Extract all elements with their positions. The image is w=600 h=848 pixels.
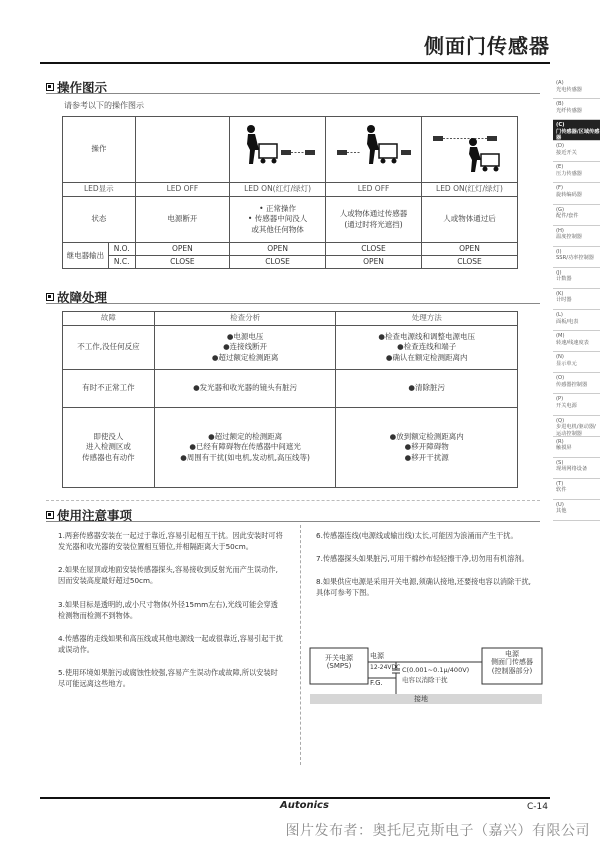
category-sidebar xyxy=(553,78,600,521)
trouble-header: 故障 xyxy=(63,312,155,326)
state-cell: 人或物体通过后 xyxy=(422,197,518,243)
nc-label: N.C. xyxy=(108,256,135,269)
sidebar-item-o[interactable] xyxy=(553,373,600,394)
trouble-fix: ●放到额定检测距离内 ●移开障碍物 ●移开干扰源 xyxy=(336,408,518,488)
caution-item: 8.如果供应电源是采用开关电源,须确认接地,还要接电容以消除干扰,具体可参考下图。 xyxy=(316,577,531,598)
caution-item: 5.使用环境如果脏污或腐蚀性较强,容易产生误动作或故障,所以安装时尽可能远离这些地方。 xyxy=(58,668,278,689)
sidebar-item-t[interactable] xyxy=(553,479,600,500)
nc-cell: CLOSE xyxy=(422,256,518,269)
trouble-header: 处理方法 xyxy=(336,312,518,326)
section-rule xyxy=(46,521,540,522)
nc-cell: CLOSE xyxy=(230,256,326,269)
trouble-fault: 不工作,没任何反应 xyxy=(63,326,155,370)
person-cart-beam-icon xyxy=(331,120,417,176)
led-cell: LED OFF xyxy=(135,183,229,197)
section-caution-title: 使用注意事项 xyxy=(57,508,133,523)
row-operation-label: 操作 xyxy=(63,117,136,183)
section-trouble-title: 故障处理 xyxy=(57,290,108,305)
sidebar-code: (A) xyxy=(556,80,564,86)
sidebar-item-f[interactable] xyxy=(553,183,600,204)
sidebar-code: (G) xyxy=(556,206,565,213)
person-cart-icon xyxy=(235,120,321,176)
caution-item: 3.如果目标是透明的,或小尺寸物体(外径15mm左右),光线可能会穿透检测物而检测不到物体。 xyxy=(58,599,278,620)
sidebar-item-c[interactable] xyxy=(553,120,600,141)
vdc-label: 12-24VDC xyxy=(370,664,401,671)
section-divider xyxy=(46,500,540,501)
sidebar-label: 配件/套件 xyxy=(556,213,579,220)
caution-item: 1.两套传感器安装在一起过于靠近,容易引起相互干扰。因此安装时可将发光器和收光器的安装位置相互错位,并相隔距离大于50cm。 xyxy=(58,531,283,552)
caution-item: 6.传感器连线(电源线或输出线)太长,可能因为浪涌而产生干扰。 xyxy=(316,531,518,540)
sidebar-item-h[interactable] xyxy=(553,226,600,247)
ground-label: 接地 xyxy=(414,695,428,703)
no-cell: CLOSE xyxy=(326,243,422,256)
sidebar-code: (M) xyxy=(556,333,565,340)
sidebar-code: (L) xyxy=(556,312,563,319)
sidebar-label: 计数器 xyxy=(556,276,572,283)
led-cell: LED OFF xyxy=(326,183,422,197)
capacitor-label: C(0.001~0.1μ/400V) xyxy=(402,666,470,674)
wiring-diagram xyxy=(306,642,546,712)
caution-item: 2.如果在屋顶或地面安装传感器探头,容易接收到反射光而产生误动作,因而安装高度最好超过50cm。 xyxy=(58,565,278,586)
section-square-icon xyxy=(46,293,54,301)
sidebar-code: (O) xyxy=(556,375,565,382)
sidebar-label: 温度控制器 xyxy=(556,234,582,241)
sidebar-item-n[interactable] xyxy=(553,352,600,373)
sidebar-label: 压力传感器 xyxy=(556,170,582,177)
no-label: N.O. xyxy=(108,243,135,256)
operation-cell-empty xyxy=(135,117,229,183)
sidebar-label: 接近开关 xyxy=(556,149,577,156)
sidebar-item-l[interactable] xyxy=(553,310,600,331)
trouble-check: ●电源电压 ●连接线断开 ●超过额定检测距离 xyxy=(154,326,336,370)
sidebar-label: 光纤传感器 xyxy=(556,107,582,114)
state-cell: 人或物体通过传感器 (通过时将光遮挡) xyxy=(326,197,422,243)
sidebar-label: SSR/功率控制器 xyxy=(556,255,594,262)
caution-list-right xyxy=(316,530,536,611)
sidebar-code: (D) xyxy=(556,143,565,150)
page-title: 侧面门传感器 xyxy=(424,34,550,58)
caution-item: 4.传感器的走线如果和高压线或其他电源线一起或很靠近,容易引起干扰或误动作。 xyxy=(58,633,283,655)
sidebar-code: (C) xyxy=(556,122,565,129)
sidebar-item-p[interactable] xyxy=(553,394,600,415)
trouble-fault: 即使没人 进入检测区或 传感器也有动作 xyxy=(63,408,155,488)
sidebar-item-i[interactable] xyxy=(553,247,600,268)
led-cell: LED ON(红灯/绿灯) xyxy=(230,183,326,197)
sidebar-item-q[interactable] xyxy=(553,416,600,437)
sidebar-item-g[interactable] xyxy=(553,205,600,226)
state-cell: • 正常操作 • 传感器中间没人 或其他任何物体 xyxy=(230,197,326,243)
sidebar-item-r[interactable] xyxy=(553,437,600,458)
sidebar-label: 其他 xyxy=(556,508,567,515)
section-rule xyxy=(46,303,540,304)
sidebar-item-e[interactable] xyxy=(553,162,600,183)
sidebar-code: (P) xyxy=(556,396,564,403)
sidebar-label: 面板/电表 xyxy=(556,318,579,325)
device-label: 电源 侧面门传感器 (控制器部分) xyxy=(491,650,533,675)
sidebar-code: (J) xyxy=(556,269,562,276)
sidebar-code: (N) xyxy=(556,354,564,361)
no-cell: OPEN xyxy=(135,243,229,256)
sidebar-code: (E) xyxy=(556,164,564,171)
sidebar-label: 现场网络设备 xyxy=(556,466,588,473)
sidebar-code: (B) xyxy=(556,101,564,108)
sidebar-label: 转速/线速度表 xyxy=(556,339,589,346)
section-operation-title: 操作图示 xyxy=(57,80,108,95)
sidebar-label: 开关电源 xyxy=(556,402,577,409)
sidebar-item-b[interactable] xyxy=(553,99,600,120)
sidebar-code: (S) xyxy=(556,459,564,466)
row-led-label: LED显示 xyxy=(63,183,136,197)
no-cell: OPEN xyxy=(422,243,518,256)
trouble-fix: ●检查电源线和调整电源电压 ●检查连线和端子 ●确认在额定检测距离内 xyxy=(336,326,518,370)
caution-list-left xyxy=(58,530,283,702)
trouble-table xyxy=(62,311,518,488)
brand-logo: Autonics xyxy=(280,800,329,811)
sidebar-item-u[interactable] xyxy=(553,500,600,521)
operation-table xyxy=(62,116,518,269)
sidebar-item-a[interactable] xyxy=(553,78,600,99)
operation-note: 请参考以下的操作图示 xyxy=(64,101,144,110)
sidebar-item-j[interactable] xyxy=(553,268,600,289)
sidebar-item-m[interactable] xyxy=(553,331,600,352)
sidebar-item-d[interactable] xyxy=(553,141,600,162)
operation-cell-normal xyxy=(230,117,326,183)
row-state-label: 状态 xyxy=(63,197,136,243)
section-rule xyxy=(46,93,540,94)
operation-cell-passed xyxy=(422,117,518,183)
state-cell: 电源断开 xyxy=(135,197,229,243)
column-divider xyxy=(300,525,301,765)
trouble-fix: ●清除脏污 xyxy=(336,370,518,408)
no-cell: OPEN xyxy=(230,243,326,256)
sidebar-code: (R) xyxy=(556,438,564,445)
trouble-check: ●超过额定的检测距离 ●已经有障碍物在传感器中间遮光 ●周围有干扰(如电机,发动机,高压线等) xyxy=(154,408,336,488)
smps-label: 开关电源 (SMPS) xyxy=(325,654,353,671)
sidebar-label: 触摸屏 xyxy=(556,445,572,452)
nc-cell: CLOSE xyxy=(135,256,229,269)
sidebar-code: (K) xyxy=(556,290,564,297)
sidebar-code: (T) xyxy=(556,480,564,487)
sidebar-code: (I) xyxy=(556,248,562,255)
sidebar-label: 传感器控制器 xyxy=(556,381,588,388)
footer-rule xyxy=(40,797,550,799)
person-cart-passed-icon xyxy=(427,120,513,176)
fg-label: F.G. xyxy=(370,679,383,687)
sidebar-label: 显示单元 xyxy=(556,360,577,367)
sidebar-label: 门传感器/区域传感器 xyxy=(556,128,600,142)
section-square-icon xyxy=(46,83,54,91)
sidebar-label: 软件 xyxy=(556,487,567,494)
sidebar-code: (U) xyxy=(556,501,564,508)
trouble-header: 检查分析 xyxy=(154,312,336,326)
trouble-check: ●发光器和收光器的镜头有脏污 xyxy=(154,370,336,408)
trouble-fault: 有时不正常工作 xyxy=(63,370,155,408)
page-number: C-14 xyxy=(527,802,548,812)
operation-cell-blocked xyxy=(326,117,422,183)
row-relay-label: 继电器输出 xyxy=(63,243,109,269)
title-rule xyxy=(40,62,550,64)
sidebar-item-s[interactable] xyxy=(553,458,600,479)
led-cell: LED ON(红灯/绿灯) xyxy=(422,183,518,197)
sidebar-item-k[interactable] xyxy=(553,289,600,310)
nc-cell: OPEN xyxy=(326,256,422,269)
sidebar-code: (H) xyxy=(556,227,564,234)
sidebar-label: 计时器 xyxy=(556,297,572,304)
sidebar-label: 步进电机/驱动器/运动控制器 xyxy=(556,424,596,437)
section-square-icon xyxy=(46,511,54,519)
sidebar-label: 光电传感器 xyxy=(556,86,582,93)
publisher-credit: 图片发布者：奥托尼克斯电子（嘉兴）有限公司 xyxy=(285,823,590,839)
sidebar-label: 旋转编码器 xyxy=(556,191,582,198)
sidebar-code: (F) xyxy=(556,185,564,192)
power-label: 电源 xyxy=(370,652,384,660)
caution-item: 7.传感器探头如果脏污,可用干棉纱布轻轻擦干净,切勿用有机溶剂。 xyxy=(316,554,529,564)
sidebar-code: (Q) xyxy=(556,417,565,424)
capacitor-note: 电容以消除干扰 xyxy=(402,676,448,684)
